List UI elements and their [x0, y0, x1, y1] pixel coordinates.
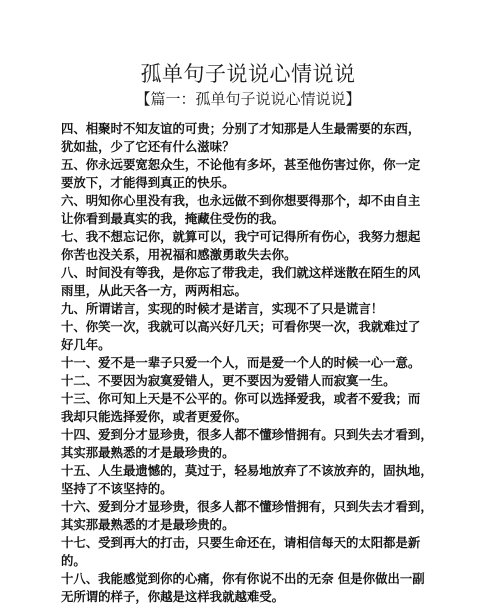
document-subtitle: 【篇一：孤单句子说说心情说说】	[135, 90, 361, 108]
paragraph: 十五、人生最遗憾的，莫过于，轻易地放弃了不该放弃的，固执地， 坚持了不该坚持的。	[61, 463, 433, 496]
paragraph: 五、你永远要宽恕众生，不论他有多坏，甚至他伤害过你，你一定 要放下，才能得到真正的快乐。	[61, 157, 421, 190]
paragraph: 十三、你可知上天是不公平的。你可以选择爱我，或者不爱我；而 我却只能选择爱你，或者更爱你。	[61, 391, 421, 424]
paragraph: 六、明知你心里没有我，也永远做不到你想要得那个，却不由自主 让你看到最真实的我，掩藏住受伤的我。	[61, 193, 421, 226]
paragraph: 十八、我能感觉到你的心痛，你有你说不出的无奈 但是你做出一副 无所谓的样子，你越是这样我就越难受。	[61, 571, 425, 604]
paragraph: 十六、爱到分才显珍贵，很多人都不懂珍惜拥有，只到失去才看到， 其实那最熟悉的才是最珍贵的。	[61, 499, 433, 532]
document-title: 孤单句子说说心情说说	[140, 62, 356, 86]
paragraph: 十一、爱不是一辈子只爱一个人，而是爱一个人的时候一心一意。	[61, 355, 421, 370]
document-body	[61, 120, 433, 606]
paragraph: 七、我不想忘记你，就算可以，我宁可记得所有伤心，我努力想起 你苦也没关系，用祝福和感激勇敢失去你。	[61, 229, 421, 262]
paragraph: 十四、爱到分才显珍贵，很多人都不懂珍惜拥有。只到失去才看到， 其实那最熟悉的才是最珍贵的。	[61, 427, 433, 460]
paragraph: 十七、受到再大的打击，只要生命还在，请相信每天的太阳都是新 的。	[61, 535, 421, 568]
paragraph: 九、所谓诺言，实现的时候才是诺言，实现不了只是谎言！	[61, 301, 384, 316]
paragraph: 八、时间没有等我，是你忘了带我走，我们就这样迷散在陌生的风 雨里，从此天各一方，两两相忘。	[61, 265, 421, 298]
paragraph: 四、相聚时不知友谊的可贵；分别了才知那是人生最需要的东西， 犹如盐，少了它还有什么滋味？	[61, 121, 421, 154]
paragraph: 十二、不要因为寂寞爱错人，更不要因为爱错人而寂寞一生。	[61, 373, 396, 388]
paragraph: 十、你笑一次，我就可以高兴好几天；可看你哭一次，我就难过了 好几年。	[61, 319, 421, 352]
